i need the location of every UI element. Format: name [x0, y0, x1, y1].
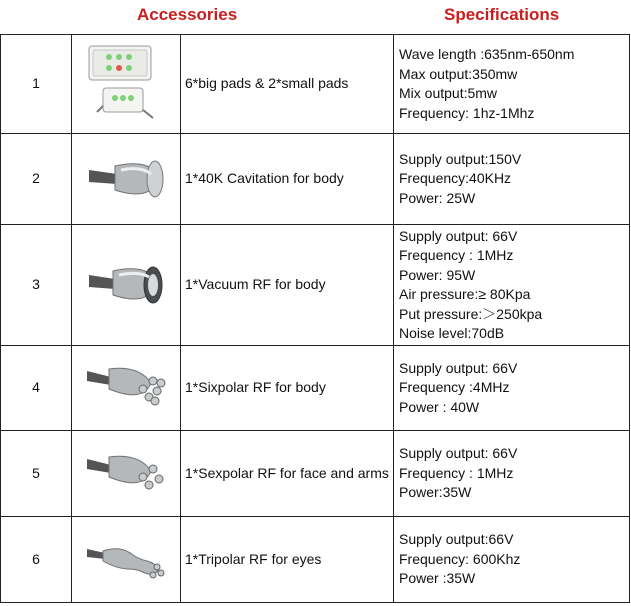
spec-line: Supply output: 66V — [399, 359, 518, 376]
spec-line: Wave length :635nm-650nm — [399, 46, 575, 62]
spec-line: Power:35W — [399, 484, 472, 501]
spec-cell — [394, 225, 630, 346]
tripolar-probe-icon — [81, 525, 171, 595]
table-row — [1, 134, 630, 225]
row-number: 2 — [1, 134, 72, 225]
accessory-image — [72, 517, 181, 603]
spec-line: Frequency : 1MHz — [399, 464, 514, 481]
table-row — [1, 346, 630, 431]
row-number: 4 — [1, 346, 72, 431]
table-row — [1, 517, 630, 603]
spec-line: Frequency:40KHz — [399, 170, 512, 187]
cavitation-probe-icon — [81, 144, 171, 214]
table-row — [1, 225, 630, 346]
spec-cell — [394, 346, 630, 431]
pads-icon — [81, 40, 171, 128]
accessory-name: 1*Sixpolar RF for body — [181, 346, 394, 431]
accessories-heading: Accessories — [137, 5, 238, 24]
table-header — [0, 0, 631, 34]
spec-line: Air pressure:≥ 80Kpa — [399, 286, 531, 302]
spec-cell — [394, 431, 630, 517]
accessory-image — [72, 35, 181, 134]
spec-line: Supply output:150V — [399, 150, 522, 167]
spec-line: Power: 25W — [399, 189, 476, 206]
spec-line: Frequency: 1hz-1Mhz — [399, 104, 535, 121]
spec-line: Mix output:5mw — [399, 85, 498, 101]
spec-line: Noise level:70dB — [399, 325, 505, 341]
spec-cell — [394, 134, 630, 225]
accessory-image — [72, 431, 181, 517]
accessory-image — [72, 346, 181, 431]
spec-line: Put pressure:＞250kpa — [399, 305, 543, 322]
sixpolar-probe-icon — [81, 353, 171, 423]
spec-line: Power :35W — [399, 570, 476, 587]
sexpolar-probe-icon — [81, 439, 171, 509]
specifications-heading: Specifications — [444, 5, 560, 24]
table-row — [1, 35, 630, 134]
spec-cell — [394, 35, 630, 134]
spec-line: Max output:350mw — [399, 65, 518, 82]
spec-line: Frequency : 1MHz — [399, 247, 514, 263]
spec-line: Supply output: 66V — [399, 445, 518, 462]
spec-line: Power: 95W — [399, 266, 476, 283]
spec-cell — [394, 517, 630, 603]
spec-line: Frequency: 600Khz — [399, 550, 521, 567]
spec-line: Supply output: 66V — [399, 227, 518, 244]
accessory-name: 1*Vacuum RF for body — [181, 225, 394, 346]
accessory-name: 1*40K Cavitation for body — [181, 134, 394, 225]
accessory-name: 1*Tripolar RF for eyes — [181, 517, 394, 603]
spec-line: Frequency :4MHz — [399, 379, 510, 396]
accessory-name: 1*Sexpolar RF for face and arms — [181, 431, 394, 517]
spec-line: Supply output:66V — [399, 531, 514, 548]
accessory-name: 6*big pads & 2*small pads — [181, 35, 394, 134]
accessory-image — [72, 225, 181, 346]
row-number: 6 — [1, 517, 72, 603]
spec-line: Power : 40W — [399, 398, 480, 415]
accessories-table — [0, 34, 630, 603]
accessory-image — [72, 134, 181, 225]
row-number: 1 — [1, 35, 72, 134]
row-number: 3 — [1, 225, 72, 346]
table-row — [1, 431, 630, 517]
row-number: 5 — [1, 431, 72, 517]
vacuum-rf-probe-icon — [81, 245, 171, 325]
